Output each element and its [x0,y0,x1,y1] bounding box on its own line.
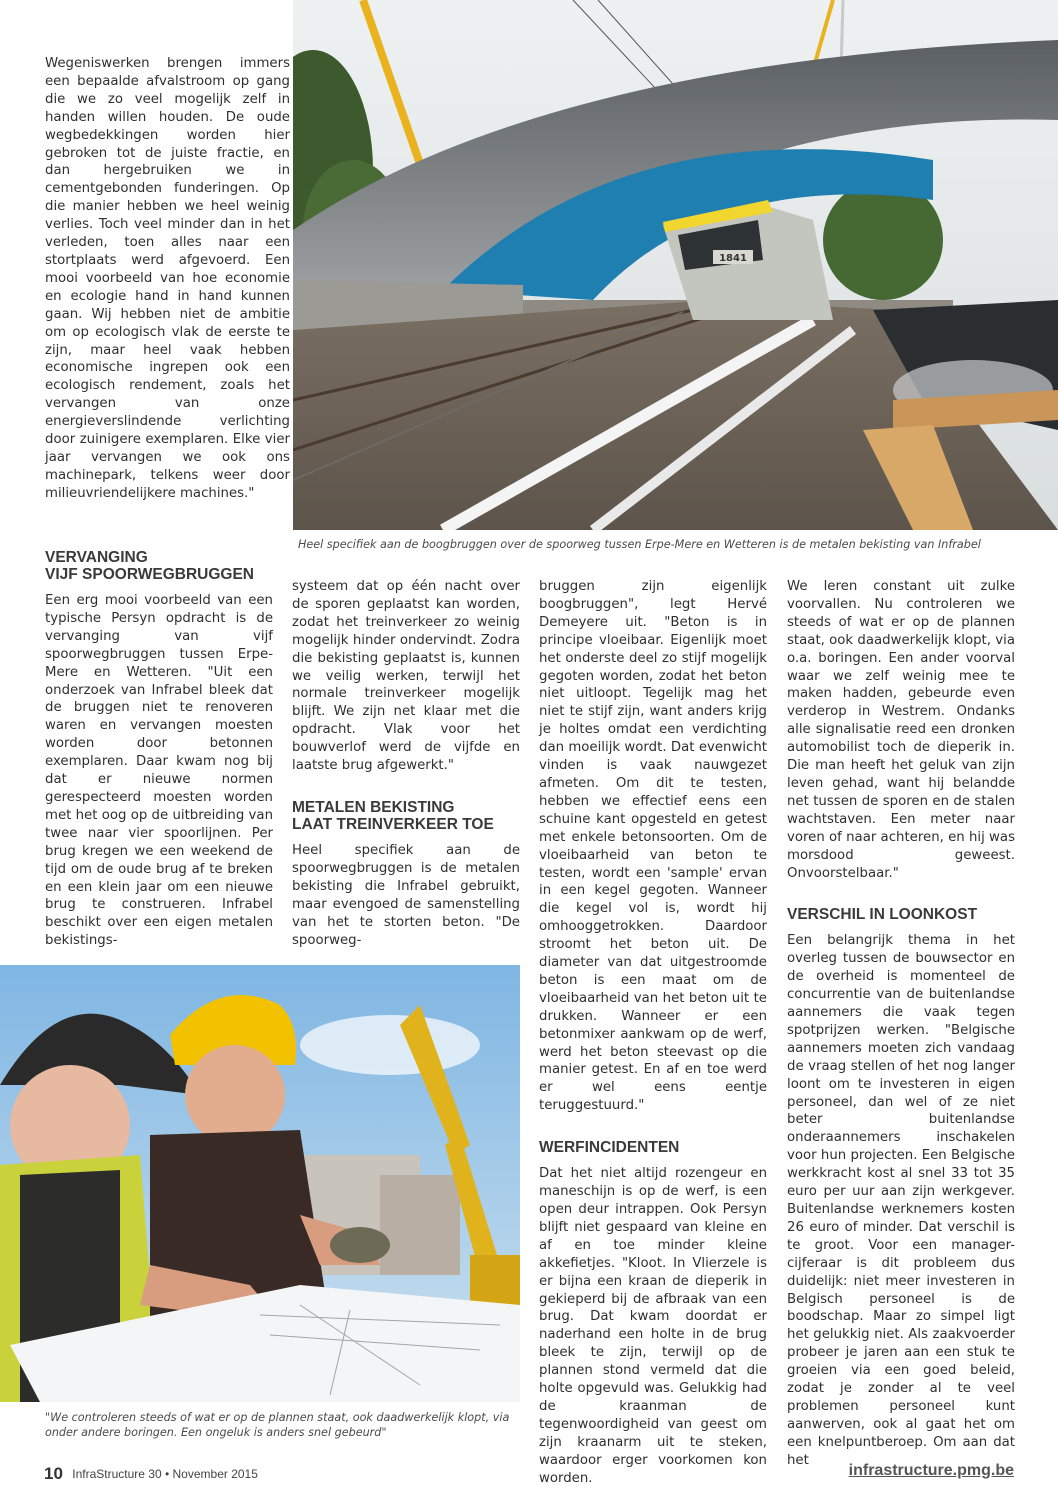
section-heading-loonkost: VERSCHIL IN LOONKOST [787,906,978,924]
section-heading-vervanging [45,549,273,583]
workers-illustration [0,965,520,1402]
col2-paragraph-2: Heel specifiek aan de spoorwegbruggen is de metalen bekisting die Infrabel gebruikt, maar evengoed de samenstelling van het te storten beton. "De spoorweg- [292,842,520,948]
intro-paragraph: Wegeniswerken brengen immers een bepaalde afvalstroom op gang die we zo veel mogelijk zelf in handen willen houden. De oude wegbedekkingen worden hier gebroken tot de juiste fractie, en dan hergebruiken we in cementgebonden funderingen. Op die manier hebben we heel weinig verlies. Toch veel minder dan in het verleden, toen alles naar een stortplaats werd afgevoerd. Een mooi voorbeeld van hoe economie en ecologie hand in hand kunnen gaan. Wij hebben niet de ambitie om op ecologisch vlak de eerste te zijn, maar heel vaak hebben economische ingrepen ook een ecologisch rendement, zoals het vervangen van onze energieverslindende verlichting door zuinigere exemplaren. Elke vier jaar vervangen we ook ons machinepark, telkens weer door milieuvriendelijkere machines." [45,56,290,501]
column-4 [787,578,1015,1470]
col3-paragraph-1: bruggen zijn eigenlijk boogbruggen", legt Hervé Demeyere uit. "Beton is in principe vloeibaar. Eigenlijk moet het onderste deel zo stijf mogelijk gegoten worden, zodat het beton niet uitloopt. Tegelijk mag het niet te stijf zijn, want anders krijg je holtes omdat een verdichting dan moeilijk wordt. Dat evenwicht vinden is vaak nauwgezet afmeten. Om dit te testen, hebben we effectief eens een schuine kant opgesteld en getest met enkele betonsoorten. Om de vloeibaarheid van beton te testen, wordt een 'sample' ervan in een kegel gegoten. Wanneer die kegel vol is, wordt hij omhooggetrokken. Daardoor stroomt het beton uit. De diameter van dat uitgestroomde beton is een maat om de vloeibaarheid van het beton uit te drukken. Wanneer er een betonmixer aankwam op de werf, werd het beton steevast op die manier getest. En af en toe werd er wel eens eentje teruggestuurd." [539,579,767,1114]
col3-paragraph-2: Dat het niet altijd rozengeur en maneschijn is op de werf, is een open deur intrappen. Ook Persyn blijft niet gespaard van kleine en af en toe minder kleine akkefietjes. "Kloot. In Vlierzele is er bijna een kraan de dieperik in gekieperd bij de afbraak van een brug. Dat kwam doordat er naderhand een holte in de brug bleek te zijn, terwijl op de plannen stond vermeld dat die holte opgevuld was. Gelukkig had de kraanman de tegenwoordigheid van geest om zijn kraanarm uit te steken, waardoor erger voorkomen kon worden. [539,1166,767,1486]
website-link[interactable]: infrastructure.pmg.be [848,1462,1014,1479]
col2-paragraph-1: systeem dat op één nacht over de sporen geplaatst kan worden, zodat het treinverkeer zo weinig mogelijk hinder ondervindt. Zodra die bekisting geplaatst is, kunnen we veilig werken, terwijl het normale treinverkeer mogelijk blijft. We zijn net klaar met die opdracht. Vlak voor het bouwverlof werd de vijfde en laatste brug afgewerkt." [292,579,520,774]
page-footer [44,1464,258,1484]
section-heading-werfincidenten: WERFINCIDENTEN [539,1139,680,1157]
photo-train-bridge [293,0,1058,530]
magazine-issue: InfraStructure 30 • November 2015 [72,1467,258,1481]
heading-line: VERVANGING [45,549,148,566]
column-2 [292,578,520,949]
page-number: 10 [44,1464,63,1483]
heading-line: LAAT TREINVERKEER TOE [292,815,494,833]
intro-column [45,55,290,503]
section-heading-metalen-bekisting [292,799,520,833]
heading-line: VIJF SPOORWEGBRUGGEN [45,566,254,583]
section-vervanging [45,549,273,950]
vervanging-paragraph: Een erg mooi voorbeeld van een typische Persyn opdracht is de vervanging van vijf spoorwegbruggen tussen Erpe-Mere en Wetteren. "Uit een onderzoek van Infrabel bleek dat de bruggen niet te renoveren waren en vervangen moesten worden door betonnen exemplaren. Daar kwam nog bij dat er nieuwe normen gerespecteerd moesten worden met het oog op de uitbreiding van twee naar vier spoorlijnen. Per brug kregen we een weekend de tijd om de oude brug af te breken en een klein jaar om een nieuwe brug te construeren. Infrabel beschikt over een eigen metalen bekistings- [45,593,273,949]
col4-paragraph-2: Een belangrijk thema in het overleg tussen de bouwsector en de overheid is momenteel de concurrentie van de buitenlandse aannemers die vaak tegen spotprijzen werken. "Belgische aannemers moeten zich vandaag de vraag stellen of het nog langer loont om te investeren in eigen personeel, dan wel of ze niet beter buitenlandse onderaannemers inschakelen voor hun projecten. Een Belgische werkkracht kost al snel 33 tot 35 euro per uur aan zijn werkgever. Buitenlandse werknemers kosten 26 euro of minder. Dat verschil is te groot. Voor een manager-cijferaar is dit probleem dus duidelijk: niet meer investeren in Belgisch personeel is de boodschap. Maar zo simpel ligt het gelukkig niet. Als zaakvoerder probeer je jaren aan een stuk te groeien via een goed beleid, zodat je zonder al te veel problemen personeel kunt aanwerven, ook al gaat het om een knelpuntberoep. Om aan dat het [787,933,1015,1468]
photo-bottom-caption: "We controleren steeds of wat er op de plannen staat, ook daadwerkelijk klopt, via onder andere boringen. Een ongeluk is anders snel gebeurd" [45,1411,510,1439]
photo-workers-plan [0,965,520,1402]
col4-paragraph-1: We leren constant uit zulke voorvallen. Nu controleren we steeds of wat er op de plannen staat, ook daadwerkelijk klopt, via o.a. boringen. Een ander voorval waar we zelf weinig mee te maken hadden, gebeurde even verderop in Westrem. Ondanks alle signalisatie reed een dronken automobilist toch de dieperik in. Die man heeft het geluk van zijn leven gehad, want hij belandde net tussen de sporen en de stalen wachtstaven. Een meter naar voren of naar achteren, en hij was morsdood geweest. Onvoorstelbaar." [787,579,1015,881]
heading-line: METALEN BEKISTING [292,798,455,816]
train-number: 1841 [719,253,747,264]
column-3 [539,578,767,1488]
train-bridge-illustration [293,0,1058,530]
photo-top-caption: Heel specifiek aan de boogbruggen over de spoorweg tussen Erpe-Mere en Wetteren is de metalen bekisting van Infrabel [298,538,981,551]
